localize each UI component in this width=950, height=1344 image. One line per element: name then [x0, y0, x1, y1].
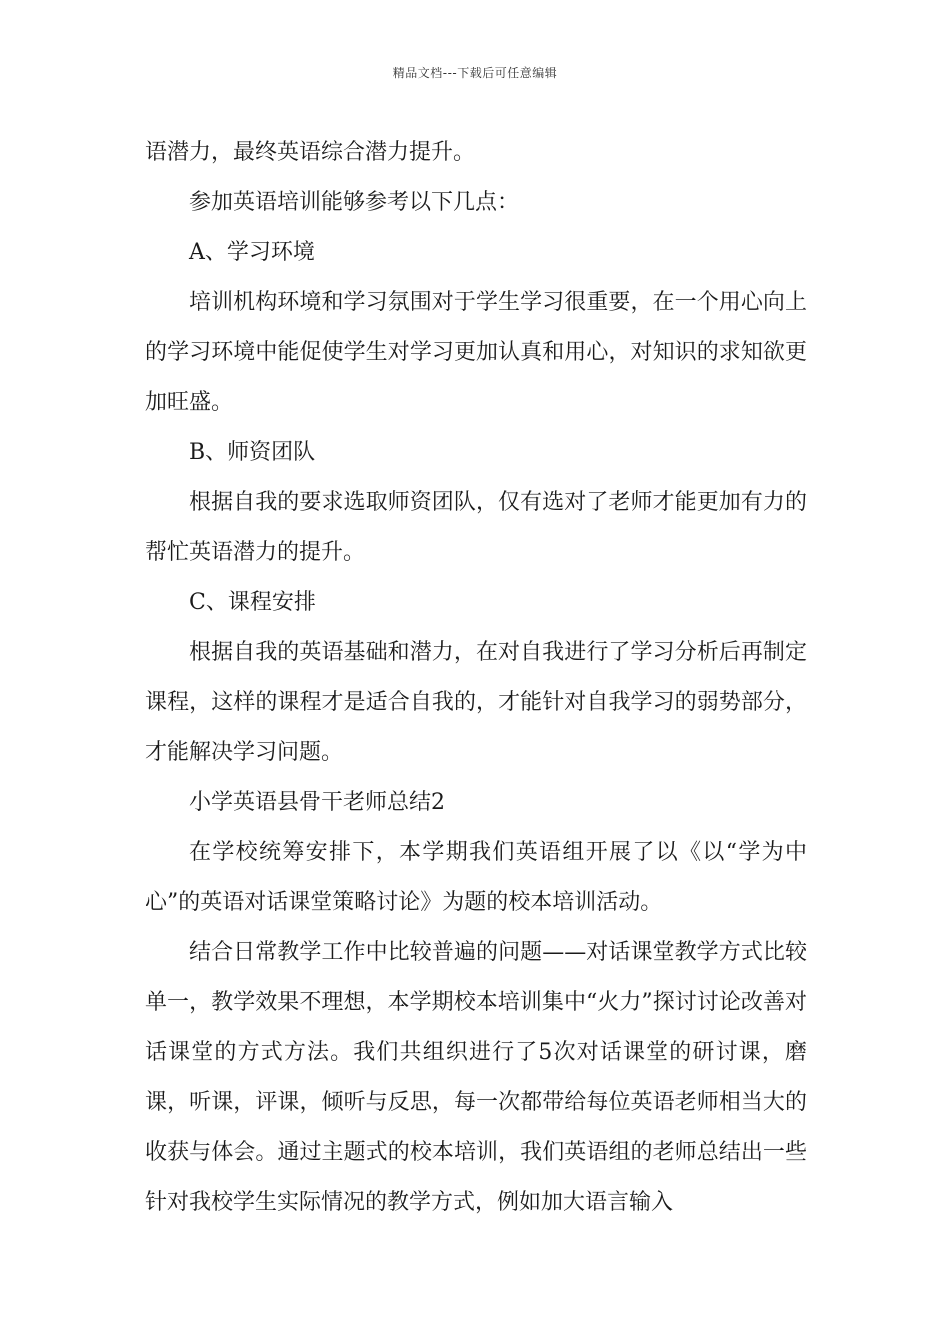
page-header: 精品文档---下载后可任意编辑	[392, 66, 558, 80]
section-heading: C、课程安排	[189, 590, 316, 615]
section-heading: B、师资团队	[189, 440, 316, 465]
article-title: 小学英语县骨干老师总结2	[189, 790, 445, 815]
paragraph: 培训机构环境和学习氛围对于学生学习很重要，在一个用心向上的学习环境中能促使学生对学习更加认真和用心，对知识的求知欲更加旺盛。	[145, 290, 807, 415]
paragraph: 语潜力，最终英语综合潜力提升。	[145, 140, 476, 165]
paragraph: 在学校统筹安排下，本学期我们英语组开展了以《以“学为中心”的英语对话课堂策略讨论》为题的校本培训活动。	[145, 840, 807, 915]
paragraph: 根据自我的要求选取师资团队，仅有选对了老师才能更加有力的帮忙英语潜力的提升。	[145, 490, 807, 565]
paragraph: 结合日常教学工作中比较普遍的问题——对话课堂教学方式比较单一，教学效果不理想，本学期校本培训集中“火力”探讨讨论改善对话课堂的方式方法。我们共组织进行了5次对话课堂的研讨课，磨课，听课，评课，倾听与反思，每一次都带给每位英语老师相当大的收获与体会。通过主题式的校本培训，我们英语组的老师总结出一些针对我校学生实际情况的教学方式，例如加大语言输入	[145, 940, 807, 1215]
paragraph: 参加英语培训能够参考以下几点：	[189, 190, 520, 215]
section-heading: A、学习环境	[189, 240, 315, 265]
paragraph: 根据自我的英语基础和潜力，在对自我进行了学习分析后再制定课程，这样的课程才是适合自我的，才能针对自我学习的弱势部分，才能解决学习问题。	[145, 640, 807, 765]
document-body	[145, 128, 807, 1228]
